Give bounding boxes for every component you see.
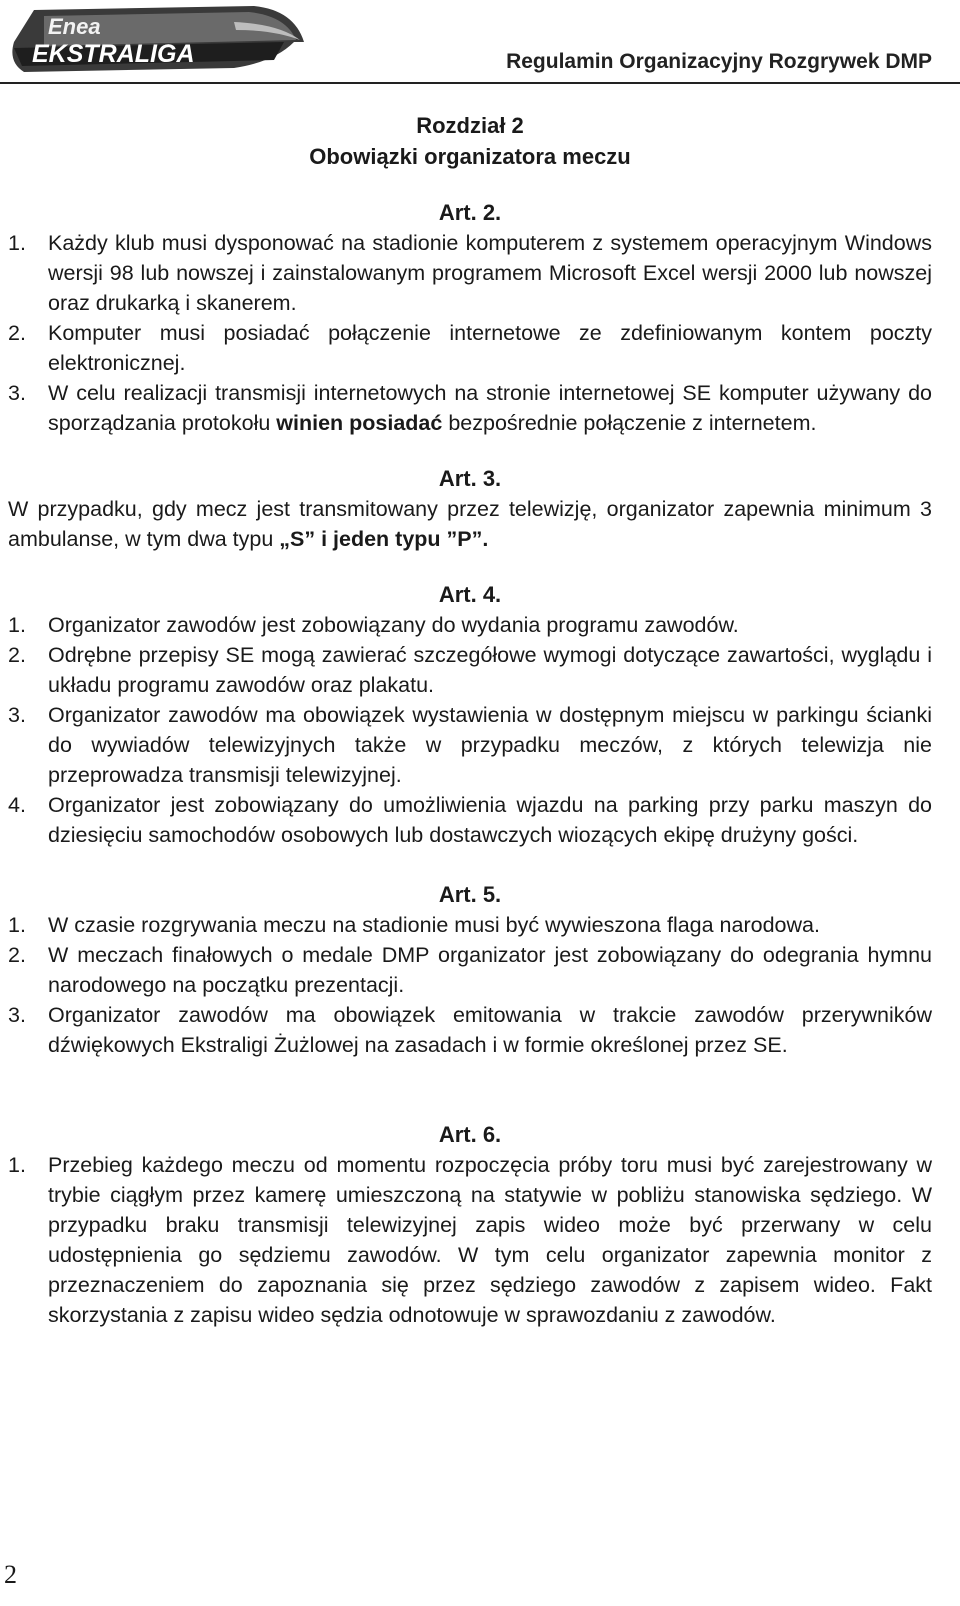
- ekstraliga-logo: [4, 2, 304, 78]
- svg-text:Enea: Enea: [48, 14, 101, 39]
- art4-heading: Art. 4.: [438, 582, 502, 607]
- list-item: 1. Organizator zawodów jest zobowiązany do wydania programu zawodów.: [8, 613, 739, 637]
- document-title: Regulamin Organizacyjny Rozgrywek DMP: [506, 50, 932, 73]
- art6-heading: Art. 6.: [438, 1122, 502, 1147]
- chapter-title: Obowiązki organizatora meczu: [309, 144, 631, 169]
- art3-heading: Art. 3.: [438, 466, 502, 491]
- list-item: 1. Przebieg każdego meczu od momentu rozpoczęcia próby toru musi być zarejestrowany w trybie ciągłym przez kamerę umieszczoną na statywie w pobliżu stanowiska sędziego. W przypadku braku transmisji telewizyjnej zapis wideo może być przerwany w celu udostępnienia go sędziemu zawodów. W tym celu organizator zapewnia monitor z przeznaczeniem do zapoznania się przez sędziego zawodów z zapisem wideo. Fakt skorzystania z zapisu wideo sędzia odnotowuje w sprawozdaniu z zawodów.: [8, 1153, 932, 1327]
- header-divider: [0, 82, 960, 84]
- list-item: 2. W meczach finałowych o medale DMP organizator jest zobowiązany do odegrania hymnu narodowego na początku prezentacji.: [8, 943, 932, 997]
- list-item: 3. Organizator zawodów ma obowiązek emitowania w trakcie zawodów przerywników dźwiękowych Ekstraligi Żużlowej na zasadach i w formie określonej przez SE.: [8, 1003, 932, 1057]
- list-item: 2. Komputer musi posiadać połączenie internetowe ze zdefiniowanym kontem poczty elektronicznej.: [8, 321, 932, 375]
- list-item: 4. Organizator jest zobowiązany do umożliwienia wjazdu na parking przy parku maszyn do dziesięciu samochodów osobowych lub dostawczych wiozących ekipę drużyny gości.: [8, 793, 932, 847]
- art5-heading: Art. 5.: [438, 882, 502, 907]
- list-item: 1. Każdy klub musi dysponować na stadionie komputerem z systemem operacyjnym Windows wersji 98 lub nowszej i zainstalowanym programem Microsoft Excel wersji 2000 lub nowszej oraz drukarką i skanerem.: [8, 231, 932, 315]
- list-item: 3. W celu realizacji transmisji internetowych na stronie internetowej SE komputer używany do sporządzania protokołu winien posiadać bezpośrednie połączenie z internetem.: [8, 381, 932, 435]
- page-header: [0, 0, 960, 84]
- art2-heading: Art. 2.: [438, 200, 502, 225]
- svg-text:EKSTRALIGA: EKSTRALIGA: [32, 40, 195, 68]
- chapter-number: Rozdział 2: [416, 113, 524, 138]
- list-item: 2. Odrębne przepisy SE mogą zawierać szczegółowe wymogi dotyczące zawartości, wyglądu i układu programu zawodów oraz plakatu.: [8, 643, 932, 697]
- list-item: 3. Organizator zawodów ma obowiązek wystawienia w dostępnym miejscu w parkingu ścianki do wywiadów telewizyjnych także w przypadku meczów, z których telewizja nie przeprowadza transmisji telewizyjnej.: [8, 703, 932, 787]
- page-content: [8, 110, 932, 1330]
- page-number: 2: [4, 1560, 17, 1589]
- list-item: 1. W czasie rozgrywania meczu na stadionie musi być wywieszona flaga narodowa.: [8, 913, 820, 937]
- art3-paragraph: W przypadku, gdy mecz jest transmitowany przez telewizję, organizator zapewnia minimum 3 ambulanse, w tym dwa typu „S” i jeden typu ”P”.: [8, 497, 932, 551]
